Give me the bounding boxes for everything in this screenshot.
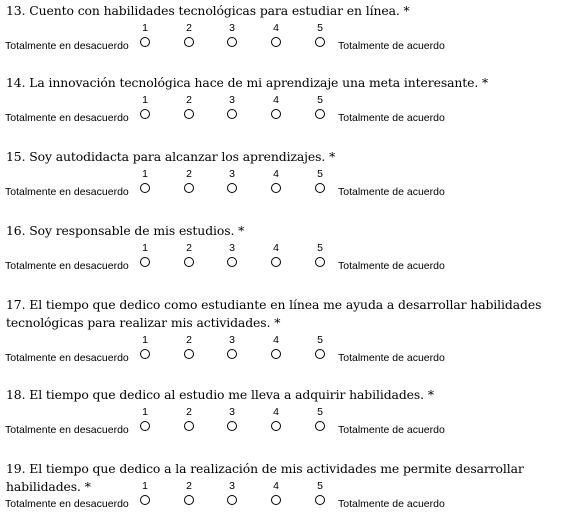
radio-option-3[interactable]: [227, 349, 237, 359]
scale-number-4: 4: [273, 168, 279, 180]
scale-number-1: 1: [142, 334, 148, 346]
scale-number-3: 3: [229, 94, 235, 106]
scale-right-label: Totalmente de acuerdo: [338, 498, 445, 510]
radio-option-3[interactable]: [227, 421, 237, 431]
radio-option-2[interactable]: [184, 183, 194, 193]
question-text: 13. Cuento con habilidades tecnológicas para estudiar en línea. *: [6, 3, 410, 18]
radio-option-4[interactable]: [271, 495, 281, 505]
scale-number-1: 1: [142, 242, 148, 254]
rating-scale: [0, 168, 584, 202]
radio-option-5[interactable]: [315, 257, 325, 267]
rating-scale: [0, 480, 584, 514]
scale-number-5: 5: [317, 22, 323, 34]
scale-number-5: 5: [317, 242, 323, 254]
scale-number-3: 3: [229, 242, 235, 254]
scale-left-label: Totalmente en desacuerdo: [5, 424, 129, 436]
scale-number-2: 2: [186, 480, 192, 492]
scale-left-label: Totalmente en desacuerdo: [5, 40, 129, 52]
radio-option-1[interactable]: [140, 349, 150, 359]
scale-number-2: 2: [186, 334, 192, 346]
radio-option-2[interactable]: [184, 109, 194, 119]
radio-option-4[interactable]: [271, 421, 281, 431]
radio-option-3[interactable]: [227, 257, 237, 267]
scale-right-label: Totalmente de acuerdo: [338, 352, 445, 364]
question-text: 19. El tiempo que dedico a la realización de mis actividades me permite desarrollar habilidades. *: [6, 461, 524, 494]
radio-option-1[interactable]: [140, 495, 150, 505]
scale-right-label: Totalmente de acuerdo: [338, 260, 445, 272]
scale-number-4: 4: [273, 406, 279, 418]
scale-left-label: Totalmente en desacuerdo: [5, 260, 129, 272]
scale-number-2: 2: [186, 406, 192, 418]
radio-option-4[interactable]: [271, 37, 281, 47]
scale-number-3: 3: [229, 168, 235, 180]
scale-number-4: 4: [273, 22, 279, 34]
radio-option-5[interactable]: [315, 109, 325, 119]
scale-number-3: 3: [229, 22, 235, 34]
radio-option-4[interactable]: [271, 183, 281, 193]
scale-left-label: Totalmente en desacuerdo: [5, 186, 129, 198]
scale-number-5: 5: [317, 94, 323, 106]
scale-number-5: 5: [317, 168, 323, 180]
rating-scale: [0, 94, 584, 128]
radio-option-1[interactable]: [140, 183, 150, 193]
rating-scale: [0, 22, 584, 56]
scale-number-5: 5: [317, 406, 323, 418]
radio-option-5[interactable]: [315, 183, 325, 193]
radio-option-2[interactable]: [184, 257, 194, 267]
rating-scale: [0, 242, 584, 276]
radio-option-2[interactable]: [184, 495, 194, 505]
scale-left-label: Totalmente en desacuerdo: [5, 498, 129, 510]
question-text: 15. Soy autodidacta para alcanzar los aprendizajes. *: [6, 149, 336, 164]
radio-option-1[interactable]: [140, 37, 150, 47]
question-text: 17. El tiempo que dedico como estudiante en línea me ayuda a desarrollar habilidades tecnológicas para realizar mis actividades. *: [6, 297, 542, 330]
question-text: 14. La innovación tecnológica hace de mi aprendizaje una meta interesante. *: [6, 75, 489, 90]
scale-left-label: Totalmente en desacuerdo: [5, 112, 129, 124]
radio-option-4[interactable]: [271, 257, 281, 267]
radio-option-4[interactable]: [271, 109, 281, 119]
radio-option-1[interactable]: [140, 257, 150, 267]
radio-option-2[interactable]: [184, 349, 194, 359]
scale-number-1: 1: [142, 94, 148, 106]
radio-option-3[interactable]: [227, 109, 237, 119]
radio-option-5[interactable]: [315, 421, 325, 431]
radio-option-2[interactable]: [184, 421, 194, 431]
radio-option-5[interactable]: [315, 37, 325, 47]
scale-number-1: 1: [142, 480, 148, 492]
scale-number-5: 5: [317, 334, 323, 346]
question-text: 16. Soy responsable de mis estudios. *: [6, 223, 245, 238]
scale-right-label: Totalmente de acuerdo: [338, 186, 445, 198]
radio-option-1[interactable]: [140, 421, 150, 431]
scale-right-label: Totalmente de acuerdo: [338, 40, 445, 52]
scale-number-2: 2: [186, 242, 192, 254]
rating-scale: [0, 406, 584, 440]
radio-option-3[interactable]: [227, 495, 237, 505]
scale-number-3: 3: [229, 480, 235, 492]
scale-number-1: 1: [142, 22, 148, 34]
scale-number-1: 1: [142, 406, 148, 418]
scale-number-4: 4: [273, 94, 279, 106]
scale-number-2: 2: [186, 94, 192, 106]
radio-option-3[interactable]: [227, 183, 237, 193]
radio-option-1[interactable]: [140, 109, 150, 119]
radio-option-5[interactable]: [315, 495, 325, 505]
scale-number-4: 4: [273, 480, 279, 492]
scale-number-4: 4: [273, 334, 279, 346]
radio-option-4[interactable]: [271, 349, 281, 359]
scale-left-label: Totalmente en desacuerdo: [5, 352, 129, 364]
scale-number-3: 3: [229, 334, 235, 346]
radio-option-2[interactable]: [184, 37, 194, 47]
scale-number-1: 1: [142, 168, 148, 180]
scale-number-4: 4: [273, 242, 279, 254]
scale-number-3: 3: [229, 406, 235, 418]
question-text: 18. El tiempo que dedico al estudio me lleva a adquirir habilidades. *: [6, 387, 434, 402]
scale-number-5: 5: [317, 480, 323, 492]
scale-right-label: Totalmente de acuerdo: [338, 112, 445, 124]
scale-number-2: 2: [186, 22, 192, 34]
radio-option-5[interactable]: [315, 349, 325, 359]
scale-right-label: Totalmente de acuerdo: [338, 424, 445, 436]
rating-scale: [0, 334, 584, 368]
radio-option-3[interactable]: [227, 37, 237, 47]
scale-number-2: 2: [186, 168, 192, 180]
